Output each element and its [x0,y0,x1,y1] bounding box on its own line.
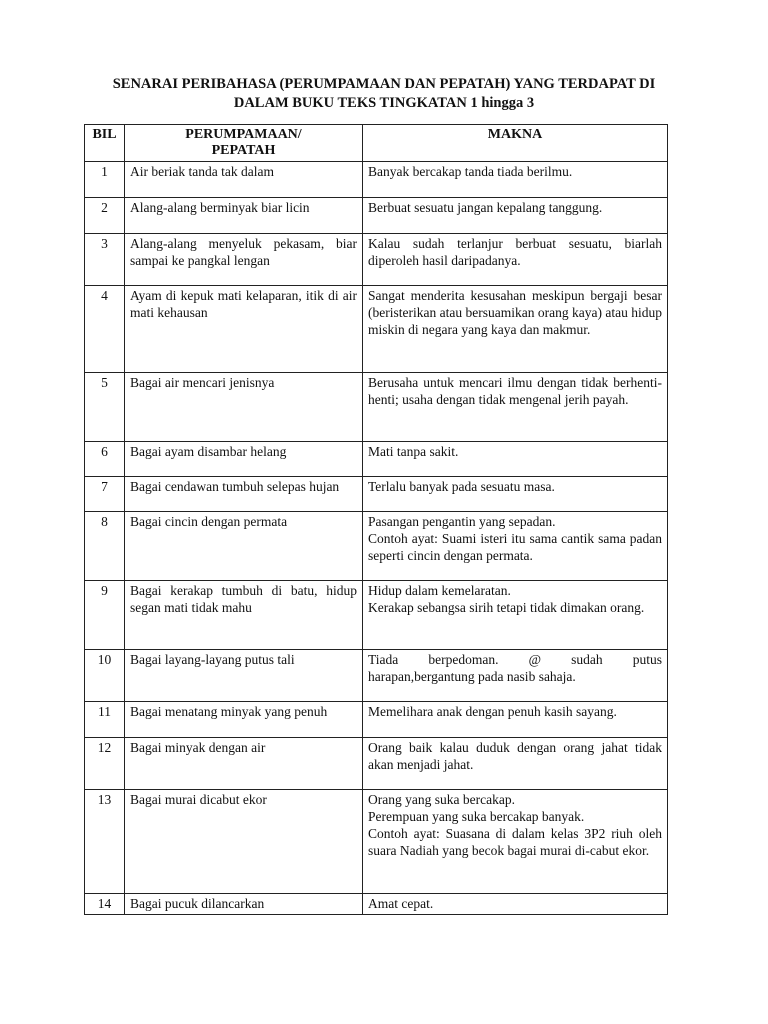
makna-line: Memelihara anak dengan penuh kasih sayang. [368,704,617,719]
makna-line: Amat cepat. [368,896,434,911]
makna-line: Kerakap sebangsa sirih tetapi tidak dimakan orang. [368,600,645,615]
makna-line: Orang yang suka bercakap. [368,792,515,807]
row-number: 1 [85,162,125,198]
table-header-row [85,125,668,162]
makna-line: Orang baik kalau duduk dengan orang jahat tidak akan menjadi jahat. [368,740,662,772]
peribahasa-cell: Bagai pucuk dilancarkan [125,894,363,915]
makna-line: Terlalu banyak pada sesuatu masa. [368,479,555,494]
title-line-2: DALAM BUKU TEKS TINGKATAN 1 hingga 3 [233,95,535,111]
table-row [85,373,668,442]
table-row [85,790,668,894]
peribahasa-cell: Bagai menatang minyak yang penuh [125,702,363,738]
row-number: 7 [85,477,125,512]
row-number: 11 [85,702,125,738]
makna-line: Pasangan pengantin yang sepadan. [368,514,556,529]
table-row [85,581,668,650]
makna-cell [363,790,668,894]
row-number: 13 [85,790,125,894]
peribahasa-cell: Bagai air mencari jenisnya [125,373,363,442]
table-row [85,198,668,234]
makna-line: Contoh ayat: Suami isteri itu sama cantik sama padan seperti cincin dengan permata. [368,531,662,563]
makna-cell [363,373,668,442]
makna-line: Hidup dalam kemelaratan. [368,583,511,598]
makna-line: Berbuat sesuatu jangan kepalang tanggung. [368,200,603,215]
header-perumpamaan-line-2: PEPATAH [211,143,276,158]
row-number: 2 [85,198,125,234]
peribahasa-cell: Bagai cendawan tumbuh selepas hujan [125,477,363,512]
header-perumpamaan [125,125,363,162]
makna-cell [363,162,668,198]
peribahasa-cell: Bagai murai dicabut ekor [125,790,363,894]
table-row [85,442,668,477]
table-row [85,286,668,373]
peribahasa-cell: Alang-alang menyeluk pekasam, biar sampai ke pangkal lengan [125,234,363,286]
document-title [84,75,684,113]
peribahasa-cell: Bagai minyak dengan air [125,738,363,790]
peribahasa-cell: Bagai layang-layang putus tali [125,650,363,702]
makna-line: Berusaha untuk mencari ilmu dengan tidak berhenti-henti; usaha dengan tidak mengenal jerih payah. [368,375,662,407]
row-number: 10 [85,650,125,702]
table-row [85,702,668,738]
makna-cell [363,477,668,512]
table-row [85,650,668,702]
makna-line: Perempuan yang suka bercakap banyak. [368,809,585,824]
makna-cell [363,442,668,477]
header-bil: BIL [85,125,125,162]
makna-cell [363,286,668,373]
makna-cell [363,581,668,650]
makna-cell [363,650,668,702]
table-row [85,162,668,198]
makna-cell [363,512,668,581]
peribahasa-table [84,124,668,915]
header-makna: MAKNA [363,125,668,162]
table-row [85,477,668,512]
row-number: 14 [85,894,125,915]
makna-line: Contoh ayat: Suasana di dalam kelas 3P2 riuh oleh suara Nadiah yang becok bagai murai di-cabut ekor. [368,826,662,858]
header-perumpamaan-line-1: PERUMPAMAAN/ [185,127,302,142]
row-number: 3 [85,234,125,286]
peribahasa-cell: Bagai ayam disambar helang [125,442,363,477]
row-number: 12 [85,738,125,790]
row-number: 4 [85,286,125,373]
row-number: 9 [85,581,125,650]
makna-line: Banyak bercakap tanda tiada berilmu. [368,164,573,179]
row-number: 8 [85,512,125,581]
makna-cell [363,198,668,234]
table-row [85,512,668,581]
makna-line: Mati tanpa sakit. [368,444,459,459]
makna-cell [363,234,668,286]
row-number: 6 [85,442,125,477]
peribahasa-cell: Alang-alang berminyak biar licin [125,198,363,234]
title-line-1: SENARAI PERIBAHASA (PERUMPAMAAN DAN PEPATAH) YANG TERDAPAT DI [112,76,656,92]
peribahasa-cell: Bagai cincin dengan permata [125,512,363,581]
makna-cell [363,702,668,738]
table-body [85,162,668,915]
makna-line: Sangat menderita kesusahan meskipun bergaji besar (beristerikan atau bersuamikan orang kaya) atau hidup miskin di negara yang kaya dan makmur. [368,288,662,337]
peribahasa-cell: Bagai kerakap tumbuh di batu, hidup segan mati tidak mahu [125,581,363,650]
makna-cell [363,738,668,790]
makna-line: Tiada berpedoman. @ sudah putus harapan,bergantung pada nasib sahaja. [368,652,662,684]
table-row [85,894,668,915]
row-number: 5 [85,373,125,442]
peribahasa-cell: Air beriak tanda tak dalam [125,162,363,198]
makna-line: Kalau sudah terlanjur berbuat sesuatu, biarlah diperoleh hasil daripadanya. [368,236,662,268]
table-row [85,738,668,790]
peribahasa-cell: Ayam di kepuk mati kelaparan, itik di air mati kehausan [125,286,363,373]
makna-cell [363,894,668,915]
table-row [85,234,668,286]
